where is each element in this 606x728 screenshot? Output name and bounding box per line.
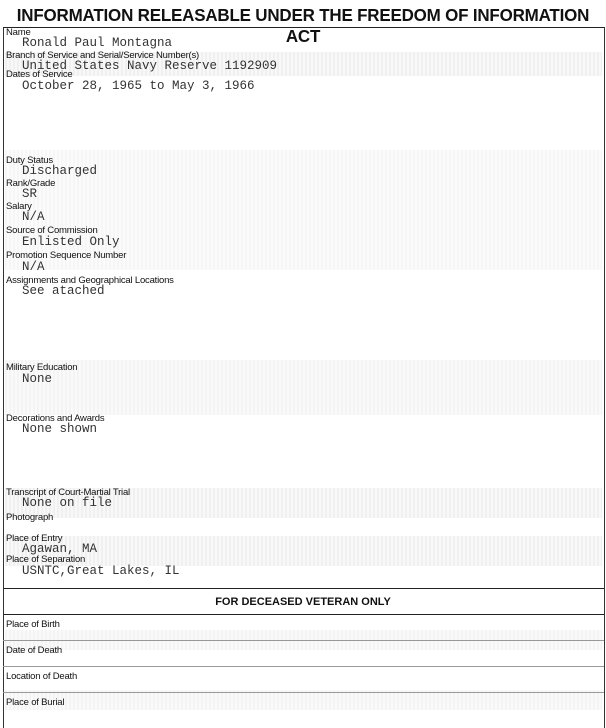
page-title: INFORMATION RELEASABLE UNDER THE FREEDOM OF INFORMATION ACT: [16, 5, 590, 46]
field-value: USNTC,Great Lakes, IL: [22, 564, 180, 578]
field-value: Enlisted Only: [22, 235, 120, 249]
field-label: Decorations and Awards: [6, 413, 105, 424]
field-label: Name: [6, 27, 31, 38]
field-value: N/A: [22, 260, 45, 274]
field-label: Duty Status: [6, 155, 53, 166]
field-place-of-birth: Place of Birth: [6, 619, 60, 630]
divider: [3, 666, 604, 667]
field-value: Agawan, MA: [22, 542, 98, 556]
field-date-of-death: Date of Death: [6, 645, 63, 656]
deceased-section-heading: FOR DECEASED VETERAN ONLY: [215, 596, 391, 608]
field-value: N/A: [22, 210, 45, 224]
divider: [3, 692, 604, 693]
field-label: Place of Entry: [6, 533, 63, 544]
divider: [3, 640, 604, 641]
field-value: Discharged: [22, 164, 98, 178]
field-label: Salary: [6, 201, 32, 212]
field-label: Assignments and Geographical Locations: [6, 275, 174, 286]
field-location-of-death: Location of Death: [6, 671, 78, 682]
field-value: None on file: [22, 496, 113, 510]
field-value: See atached: [22, 284, 105, 298]
field-value: None: [22, 372, 53, 386]
field-value: Ronald Paul Montagna: [22, 36, 173, 50]
field-value: United States Navy Reserve 1192909: [22, 59, 278, 73]
field-label: Rank/Grade: [6, 178, 56, 189]
field-label: Photograph: [6, 512, 54, 523]
field-label: Source of Commission: [6, 225, 98, 236]
field-label: Place of Separation: [6, 554, 86, 565]
form-frame: [3, 27, 605, 728]
field-label: Military Education: [6, 362, 78, 373]
field-label: Transcript of Court-Martial Trial: [6, 487, 130, 498]
field-value: None shown: [22, 422, 98, 436]
field-label: Promotion Sequence Number: [6, 250, 127, 261]
field-label: Branch of Service and Serial/Service Number(s): [6, 50, 200, 61]
field-label: Dates of Service: [6, 69, 73, 80]
field-value: October 28, 1965 to May 3, 1966: [22, 79, 255, 93]
divider: [3, 588, 604, 589]
field-place-of-burial: Place of Burial: [6, 697, 65, 708]
divider: [3, 614, 604, 615]
field-value: SR: [22, 187, 38, 201]
